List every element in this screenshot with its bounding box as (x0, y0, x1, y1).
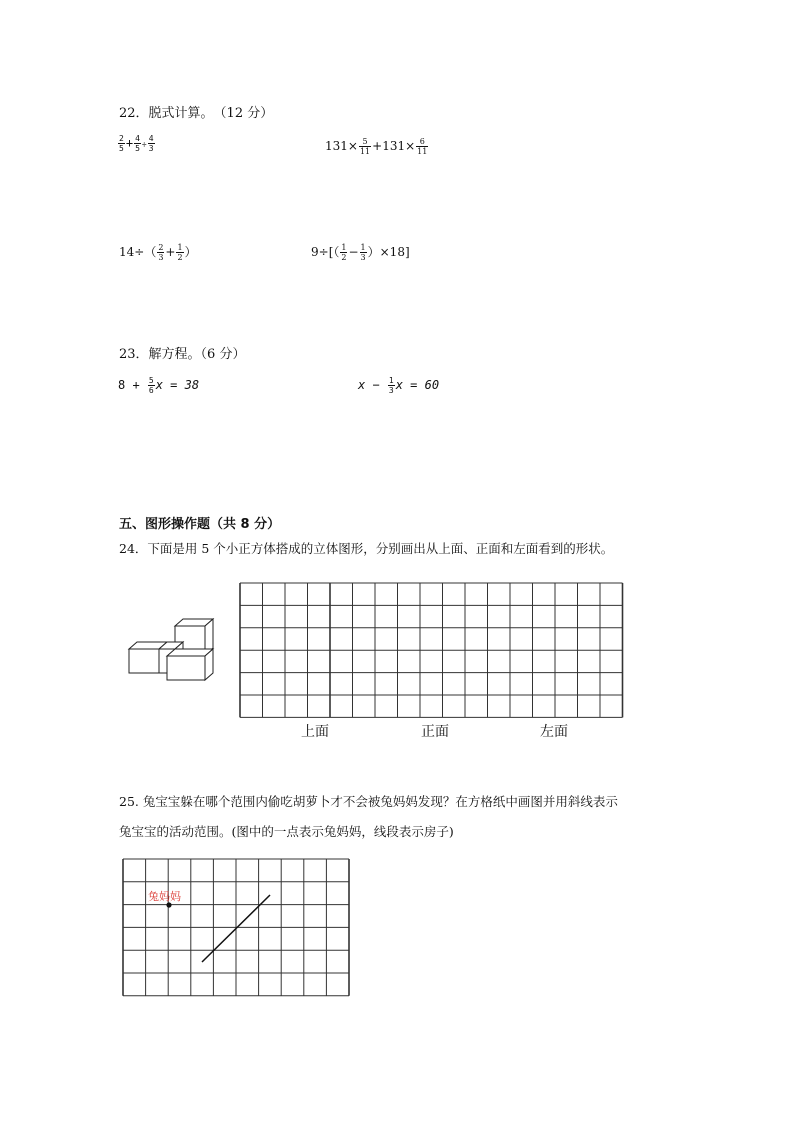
fraction: $\frac{1}{3}$ (388, 376, 394, 395)
q22-title: 22．脱式计算。 （12 分） (119, 106, 274, 121)
q25-text-line-1: 25. 兔宝宝躲在哪个范围内偷吃胡萝卜才不会被兔妈妈发现？在方格纸中画图并用斜线表示 (119, 794, 618, 809)
q23-equation-1: 8 + $\frac{5}{6}$ x = 38 (118, 376, 200, 395)
q22-expression-3: 14÷（ $\frac{2}{3}$ + $\frac{1}{2}$ ） (119, 243, 197, 262)
fraction: $\frac{1}{3}$ (360, 243, 366, 262)
q22-expression-2: 131× $\frac{5}{11}$ +131× $\frac{6}{11}$ (325, 137, 428, 156)
label-front-view: 正面 (421, 724, 449, 740)
fraction: $\frac{1}{2}$ (341, 243, 347, 262)
fraction: $\frac{2}{5}$ (119, 134, 124, 153)
fraction: $\frac{4}{3}$ (148, 134, 154, 153)
label-left-view: 左面 (540, 724, 568, 740)
fraction: $\frac{5}{11}$ (359, 137, 371, 156)
q23-title: 23．解方程。（6 分） (119, 347, 246, 362)
projection-grid[interactable] (238, 580, 626, 720)
q24-text: 24．下面是用 5 个小正方体搭成的立体图形，分别画出从上面、正面和左面看到的形状。 (119, 541, 614, 556)
section-title: 五、图形操作题（共 8 分） (119, 517, 281, 532)
cube-figure (125, 618, 215, 682)
rabbit-grid[interactable] (122, 858, 352, 1000)
fraction: $\frac{6}{11}$ (417, 137, 428, 156)
q22-expression-4: 9÷[（ $\frac{1}{2}$ − $\frac{1}{3}$ ）×18] (311, 243, 410, 262)
q25-text-line-2: 兔宝宝的活动范围。(图中的一点表示兔妈妈，线段表示房子) (119, 824, 454, 839)
q22-expression-1: $\frac{2}{5}$ + $\frac{4}{5}$ ÷ $\frac{4}{3}$ (119, 134, 154, 153)
fraction: $\frac{2}{3}$ (158, 243, 164, 262)
label-top-view: 上面 (301, 724, 329, 740)
fraction: $\frac{5}{6}$ (148, 376, 154, 395)
q23-equation-2: x − $\frac{1}{3}$ x = 60 (358, 376, 440, 395)
fraction: $\frac{1}{2}$ (177, 243, 183, 262)
mother-rabbit-label: 兔妈妈 (148, 890, 181, 903)
fraction: $\frac{4}{5}$ (135, 134, 140, 153)
